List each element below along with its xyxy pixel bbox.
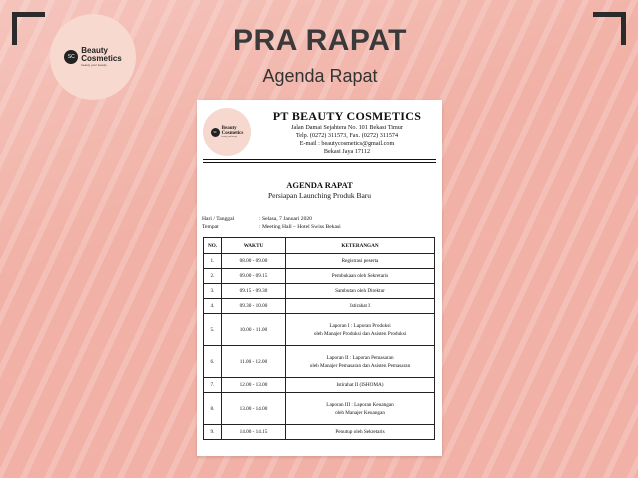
agenda-table <box>203 237 435 440</box>
cell-no: 5. <box>204 314 222 346</box>
info-key: Tempat <box>202 224 219 230</box>
cell-keterangan <box>286 425 435 440</box>
cell-no: 1. <box>204 254 222 269</box>
info-value: : Selasa, 7 Januari 2020 <box>259 216 312 222</box>
header-keterangan: KETERANGAN <box>286 238 435 254</box>
info-row-place <box>202 224 341 231</box>
corner-bracket-top-right <box>593 12 626 45</box>
cell-no: 7. <box>204 378 222 393</box>
keterangan-line: Laporan III : Laporan Keuangan <box>326 401 394 408</box>
keterangan-line: Istirahat I <box>349 303 371 309</box>
cell-waktu: 09.00 - 09.15 <box>222 269 286 284</box>
table-row <box>204 269 435 284</box>
agenda-document <box>197 100 442 456</box>
cell-no: 2. <box>204 269 222 284</box>
email-line: E-mail : beautycosmetics@gmail.com <box>299 140 395 147</box>
doc-logo-mark-icon: SC <box>211 128 220 137</box>
letterhead-divider-thin <box>203 162 436 163</box>
cell-waktu: 14.00 - 14.15 <box>222 425 286 440</box>
cell-waktu: 10.00 - 11.00 <box>222 314 286 346</box>
keterangan-line: oleh Manajer Keuangan <box>335 409 385 416</box>
doc-logo-line2: Cosmetics <box>221 131 244 136</box>
cell-keterangan <box>286 269 435 284</box>
cell-keterangan <box>286 299 435 314</box>
letterhead-divider <box>203 159 436 160</box>
logo-mark-icon: SC <box>64 50 78 64</box>
slide-subtitle: Agenda Rapat <box>262 66 378 86</box>
doc-logo-tagline: beauty your beauty <box>221 136 237 138</box>
keterangan-line: Istirahat II (ISHOMA) <box>336 382 384 388</box>
agenda-subtitle: Persiapan Launching Produk Baru <box>267 191 372 200</box>
keterangan-line: oleh Manajer Produksi dan Asisten Produksi <box>313 330 407 337</box>
table-header-row <box>204 238 435 254</box>
keterangan-line: oleh Manajer Pemasaran dan Asisten Pemasaran <box>309 362 411 369</box>
table-row <box>204 378 435 393</box>
cell-keterangan <box>286 254 435 269</box>
cell-no: 6. <box>204 346 222 378</box>
cell-waktu: 09.30 - 10.00 <box>222 299 286 314</box>
cell-no: 4. <box>204 299 222 314</box>
header-no: NO. <box>204 238 222 254</box>
table-row <box>204 254 435 269</box>
table-row <box>204 425 435 440</box>
cell-keterangan <box>286 284 435 299</box>
cell-keterangan <box>286 393 435 425</box>
cell-keterangan <box>286 378 435 393</box>
address-line: Jalan Damai Sejahtera No. 101 Bekasi Timur <box>291 124 403 131</box>
table-row <box>204 299 435 314</box>
cell-keterangan <box>286 314 435 346</box>
slide-title: PRA RAPAT <box>233 24 407 57</box>
logo-line2: Cosmetics <box>81 54 122 63</box>
city-line: Bekasi Jaya 17112 <box>323 148 371 155</box>
keterangan-line: Pembukaan oleh Sekretaris <box>331 273 389 279</box>
info-value: : Meeting Hall – Hotel Swiss Bekasi <box>259 224 341 230</box>
cell-waktu: 09.15 - 09.30 <box>222 284 286 299</box>
logo-line1: Beauty <box>81 46 108 55</box>
agenda-title: AGENDA RAPAT <box>286 180 353 190</box>
corner-bracket-top-left <box>12 12 45 45</box>
cell-no: 3. <box>204 284 222 299</box>
keterangan-line: Laporan II : Laporan Pemasaran <box>326 354 394 361</box>
keterangan-line: Sambutan oleh Direktur <box>335 288 385 294</box>
keterangan-line: Registrasi peserta <box>341 258 379 264</box>
table-row <box>204 393 435 425</box>
table-row <box>204 346 435 378</box>
cell-keterangan <box>286 346 435 378</box>
cell-waktu: 08.00 - 09.00 <box>222 254 286 269</box>
cell-waktu: 11.00 - 12.00 <box>222 346 286 378</box>
phone-fax-line: Telp. (0272) 311573, Fax. (0272) 311574 <box>295 132 399 139</box>
cell-waktu: 13.00 - 14.00 <box>222 393 286 425</box>
table-row <box>204 284 435 299</box>
cell-no: 9. <box>204 425 222 440</box>
brand-logo <box>50 14 136 100</box>
document-logo <box>203 108 251 156</box>
keterangan-line: Penutup oleh Sekretaris <box>335 429 385 435</box>
logo-tagline: beauty your beauty <box>81 63 107 67</box>
table-row <box>204 314 435 346</box>
agenda-table-body <box>204 254 435 440</box>
cell-waktu: 12.00 - 13.00 <box>222 378 286 393</box>
info-row-date <box>202 216 312 223</box>
cell-no: 8. <box>204 393 222 425</box>
info-key: Hari / Tanggal <box>202 216 235 222</box>
doc-logo-line1: Beauty <box>221 126 237 131</box>
header-waktu: WAKTU <box>222 238 286 254</box>
keterangan-line: Laporan I : Laporan Produksi <box>329 322 391 329</box>
company-name: PT BEAUTY COSMETICS <box>272 109 422 123</box>
